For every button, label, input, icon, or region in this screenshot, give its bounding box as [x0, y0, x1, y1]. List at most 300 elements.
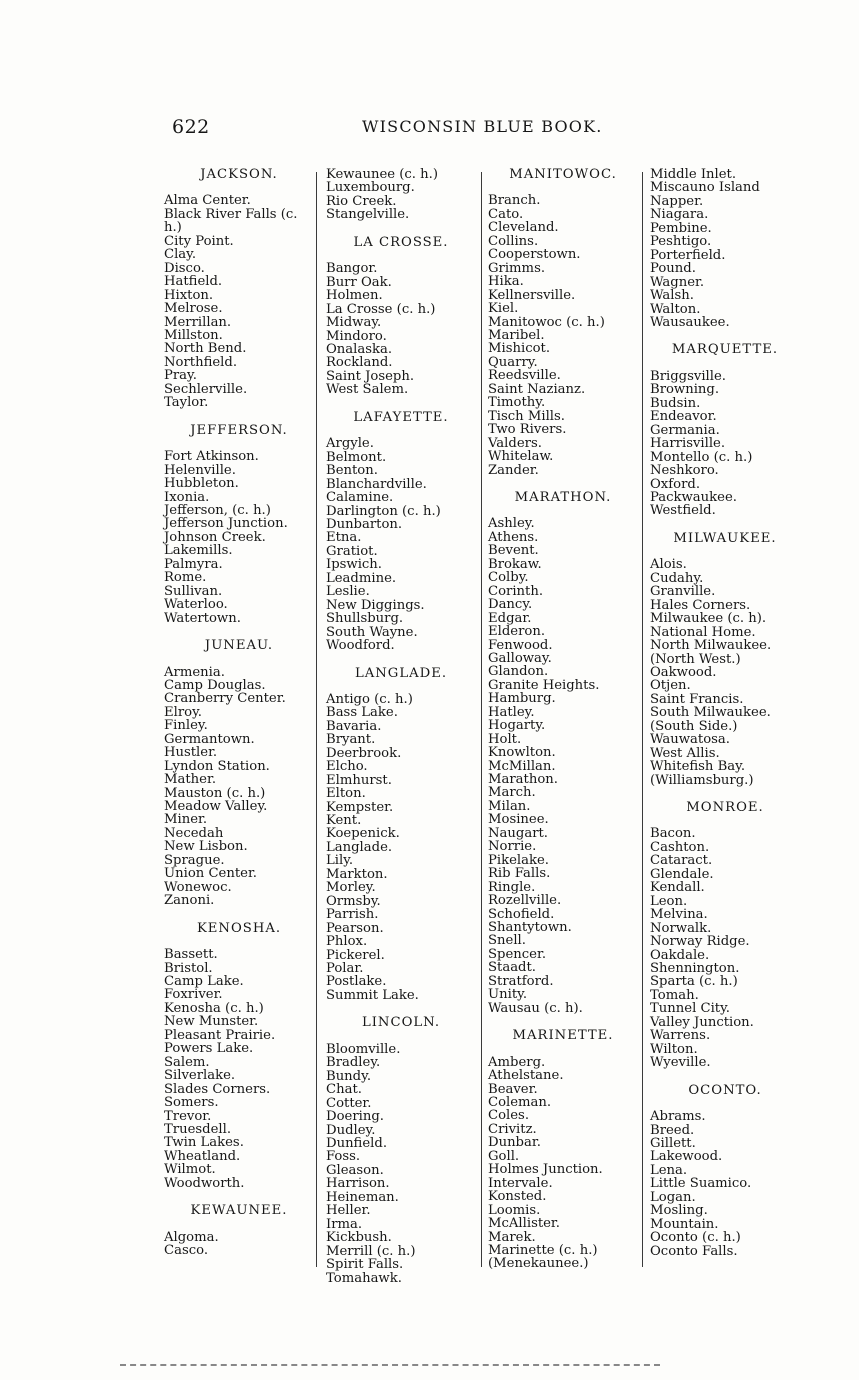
- place-name: Westfield.: [650, 503, 716, 519]
- place-name: Camp Douglas.: [164, 677, 266, 693]
- place-name: Valders.: [488, 435, 542, 451]
- place-name: Coles.: [488, 1108, 530, 1124]
- place-name: Phlox.: [326, 934, 368, 950]
- place-name: Amberg.: [488, 1054, 546, 1070]
- place-name: Merrillan.: [164, 314, 232, 330]
- place-name: Manitowoc (c. h.): [488, 314, 605, 330]
- place-name: Parrish.: [326, 907, 379, 923]
- place-name: Somers.: [164, 1095, 219, 1111]
- place-name: Staadt.: [488, 960, 536, 976]
- place-name: North Milwaukee.: [650, 638, 772, 654]
- place-name: Reedsville.: [488, 368, 561, 384]
- place-name: Shantytown.: [488, 920, 572, 936]
- place-name: Lakewood.: [650, 1149, 723, 1165]
- place-name: Tunnel City.: [650, 1001, 730, 1017]
- place-name: Neshkoro.: [650, 463, 719, 479]
- place-name: Abrams.: [650, 1109, 706, 1125]
- place-name: Corinth.: [488, 583, 544, 599]
- place-name: Kewaunee (c. h.): [326, 167, 438, 182]
- place-name: Waterloo.: [164, 597, 228, 613]
- place-name: Melvina.: [650, 907, 708, 923]
- place-name: Belmont.: [326, 449, 387, 465]
- place-name: West Allis.: [650, 745, 720, 761]
- column-3: [488, 168, 638, 1271]
- place-name: Otjen.: [650, 678, 691, 694]
- page-number: 622: [172, 116, 210, 138]
- place-name: Stangelville.: [326, 207, 410, 223]
- place-name: Rome.: [164, 570, 207, 586]
- place-name: Hika.: [488, 274, 524, 290]
- place-name: Kellnersville.: [488, 287, 576, 303]
- place-name: Benton.: [326, 463, 378, 479]
- place-name: (South Side.): [650, 718, 738, 734]
- column-rule: [642, 172, 643, 1267]
- place-name: Hustler.: [164, 745, 218, 761]
- place-name: Helenville.: [164, 462, 236, 478]
- county-heading: MANITOWOC.: [509, 167, 617, 182]
- place-name: Middle Inlet.: [650, 167, 737, 182]
- place-name: Sparta (c. h.): [650, 974, 738, 990]
- place-name: North Bend.: [164, 341, 247, 357]
- place-name: Woodworth.: [164, 1175, 245, 1191]
- place-name: Bangor.: [326, 261, 378, 277]
- place-name: Miscauno Island: [650, 180, 760, 196]
- place-name: Glandon.: [488, 664, 549, 680]
- county-heading: MARATHON.: [514, 489, 612, 505]
- place-name: Hales Corners.: [650, 597, 751, 613]
- place-name: Polar.: [326, 961, 364, 977]
- column-2: [326, 168, 476, 1285]
- place-name: Slades Corners.: [164, 1081, 271, 1097]
- place-name: Whitefish Bay.: [650, 759, 746, 775]
- place-name: Finley.: [164, 718, 208, 734]
- place-name: Wonewoc.: [164, 879, 232, 895]
- county-section: [164, 922, 314, 1191]
- place-name: Wausaukee.: [650, 314, 730, 330]
- place-name: Bundy.: [326, 1068, 372, 1084]
- place-name: Wheatland.: [164, 1148, 241, 1164]
- place-list: [164, 666, 314, 908]
- place-name: Stratford.: [488, 973, 554, 989]
- place-name: Calamine.: [326, 490, 394, 506]
- place-name: Wauwatosa.: [650, 732, 730, 748]
- place-name: McMillan.: [488, 758, 556, 774]
- place-name: Woodford.: [326, 638, 395, 654]
- place-list: [326, 262, 476, 397]
- place-name: New Diggings.: [326, 597, 425, 613]
- county-heading: JEFFERSON.: [190, 422, 288, 438]
- place-name: Elton.: [326, 786, 366, 802]
- place-name: Lakemills.: [164, 543, 233, 559]
- place-name: Packwaukee.: [650, 489, 737, 505]
- county-heading: KEWAUNEE.: [190, 1203, 288, 1219]
- county-heading: OCONTO.: [688, 1082, 762, 1098]
- place-name: Dancy.: [488, 597, 533, 613]
- place-name: Quarry.: [488, 354, 538, 370]
- place-name: Powers Lake.: [164, 1041, 254, 1057]
- county-section: [326, 411, 476, 653]
- place-name: Mishicot.: [488, 341, 551, 357]
- place-name: Saint Francis.: [650, 691, 744, 707]
- county-section: [488, 1029, 638, 1271]
- place-name: Bassett.: [164, 947, 218, 963]
- place-name: Black River Falls (c. h.): [164, 206, 298, 236]
- place-name: Oconto Falls.: [650, 1243, 738, 1259]
- place-name: (Menekaunee.): [488, 1256, 589, 1272]
- place-name: Rio Creek.: [326, 193, 397, 209]
- place-name: Hixton.: [164, 287, 214, 303]
- column-rule: [316, 172, 317, 1267]
- place-name: Wilton.: [650, 1041, 698, 1057]
- place-name: Wilmot.: [164, 1162, 216, 1178]
- place-name: Rozellville.: [488, 893, 562, 909]
- place-name: Taylor.: [164, 395, 209, 411]
- place-name: West Salem.: [326, 382, 409, 398]
- place-name: Hatley.: [488, 704, 535, 720]
- place-name: Cranberry Center.: [164, 691, 286, 707]
- place-name: Hogarty.: [488, 718, 546, 734]
- county-section: [650, 801, 800, 1070]
- county-section: [326, 236, 476, 397]
- place-name: Leadmine.: [326, 570, 397, 586]
- place-name: McAllister.: [488, 1216, 560, 1232]
- place-name: Cashton.: [650, 839, 710, 855]
- place-name: Kiel.: [488, 301, 519, 317]
- place-name: Pembine.: [650, 220, 712, 236]
- place-name: Cleveland.: [488, 220, 559, 236]
- place-name: New Munster.: [164, 1014, 259, 1030]
- place-name: Salem.: [164, 1054, 210, 1070]
- place-name: Knowlton.: [488, 745, 556, 761]
- place-name: Algoma.: [164, 1229, 219, 1245]
- place-name: South Milwaukee.: [650, 705, 771, 721]
- county-section: [326, 667, 476, 1003]
- place-name: Bristol.: [164, 960, 213, 976]
- place-list: [164, 194, 314, 409]
- county-section: [326, 1016, 476, 1285]
- county-section: [650, 532, 800, 787]
- place-name: Northfield.: [164, 354, 238, 370]
- place-name: Postlake.: [326, 974, 387, 990]
- place-name: Sullivan.: [164, 583, 223, 599]
- place-name: Ipswich.: [326, 557, 382, 573]
- county-heading: LAFAYETTE.: [353, 409, 449, 425]
- place-name: Trevor.: [164, 1108, 212, 1124]
- place-name: Budsin.: [650, 395, 701, 411]
- place-name: Morley.: [326, 880, 376, 896]
- place-name: Watertown.: [164, 610, 241, 626]
- place-name: Athelstane.: [488, 1068, 564, 1084]
- place-name: Markton.: [326, 866, 388, 882]
- place-list: [488, 1056, 638, 1271]
- place-name: Naugart.: [488, 825, 548, 841]
- place-name: Endeavor.: [650, 409, 717, 425]
- place-name: Langlade.: [326, 839, 393, 855]
- place-name: Norrie.: [488, 839, 537, 855]
- place-name: Deerbrook.: [326, 745, 402, 761]
- place-name: Snell.: [488, 933, 526, 949]
- place-name: Tomahawk.: [326, 1270, 402, 1286]
- place-name: Oxford.: [650, 476, 701, 492]
- place-name: Montello (c. h.): [650, 449, 753, 465]
- place-name: (Williamsburg.): [650, 772, 754, 788]
- place-name: Niagara.: [650, 207, 709, 223]
- place-name: Pearson.: [326, 920, 384, 936]
- place-name: Cataract.: [650, 853, 713, 869]
- column-1: [164, 168, 314, 1258]
- place-name: Pickerel.: [326, 947, 385, 963]
- place-name: Ashley.: [488, 516, 535, 532]
- place-name: Irma.: [326, 1216, 363, 1232]
- place-name: Browning.: [650, 382, 720, 398]
- place-name: Dunbar.: [488, 1135, 541, 1151]
- place-name: Elroy.: [164, 704, 202, 720]
- place-name: Cato.: [488, 206, 524, 222]
- place-name: Hubbleton.: [164, 476, 239, 492]
- place-name: Saint Nazianz.: [488, 381, 586, 397]
- place-name: Leon.: [650, 893, 688, 909]
- place-name: Shennington.: [650, 961, 740, 977]
- place-name: Dudley.: [326, 1122, 376, 1138]
- place-name: Cotter.: [326, 1095, 372, 1111]
- place-name: Coleman.: [488, 1095, 552, 1110]
- county-heading: JUNEAU.: [204, 638, 274, 654]
- place-name: Holmes Junction.: [488, 1162, 603, 1178]
- place-name: Granite Heights.: [488, 677, 600, 693]
- place-name: Konsted.: [488, 1189, 547, 1205]
- place-name: La Crosse (c. h.): [326, 301, 436, 317]
- place-name: Porterfield.: [650, 247, 726, 263]
- place-name: Johnson Creek.: [164, 529, 266, 545]
- place-list: [650, 370, 800, 518]
- place-name: Cooperstown.: [488, 247, 581, 263]
- place-name: Dunbarton.: [326, 516, 403, 532]
- place-name: Brokaw.: [488, 556, 542, 572]
- place-name: Summit Lake.: [326, 987, 419, 1003]
- place-name: Loomis.: [488, 1202, 541, 1218]
- place-name: Meadow Valley.: [164, 799, 268, 815]
- county-section: [488, 491, 638, 1015]
- place-name: Intervale.: [488, 1175, 553, 1191]
- place-name: Merrill (c. h.): [326, 1243, 416, 1259]
- county-section: [164, 424, 314, 625]
- place-name: Beaver.: [488, 1081, 538, 1097]
- place-name: Ormsby.: [326, 893, 381, 909]
- place-name: Rib Falls.: [488, 866, 551, 882]
- place-name: Spencer.: [488, 946, 547, 962]
- place-name: Marek.: [488, 1229, 536, 1245]
- place-name: Koepenick.: [326, 826, 400, 842]
- county-heading: LA CROSSE.: [353, 234, 449, 250]
- place-name: Jefferson, (c. h.): [164, 502, 271, 518]
- place-name: Mosling.: [650, 1203, 708, 1219]
- place-name: Dunfield.: [326, 1136, 388, 1151]
- place-name: Gratiot.: [326, 543, 378, 559]
- place-name: Maribel.: [488, 327, 545, 343]
- place-name: Kenosha (c. h.): [164, 1000, 264, 1016]
- place-name: Antigo (c. h.): [326, 691, 413, 707]
- place-name: Cudahy.: [650, 570, 704, 586]
- place-name: Collins.: [488, 233, 539, 249]
- place-name: Colby.: [488, 570, 529, 586]
- place-name: Ixonia.: [164, 489, 210, 505]
- place-list: [650, 558, 800, 787]
- place-name: Oakwood.: [650, 664, 717, 680]
- place-list: [326, 693, 476, 1002]
- place-name: Zander.: [488, 462, 539, 478]
- place-name: Crivitz.: [488, 1121, 537, 1137]
- place-name: Elderon.: [488, 624, 546, 640]
- county-section: [326, 168, 476, 222]
- place-name: Norwalk.: [650, 920, 712, 936]
- county-section: [650, 343, 800, 517]
- county-heading: MARINETTE.: [512, 1028, 614, 1044]
- place-list: [650, 827, 800, 1069]
- place-name: Lena.: [650, 1162, 688, 1178]
- place-name: Heller.: [326, 1203, 371, 1219]
- place-list: [650, 168, 800, 329]
- place-name: Wausau (c. h).: [488, 1000, 583, 1016]
- place-name: Saint Joseph.: [326, 368, 415, 384]
- place-name: Bass Lake.: [326, 705, 398, 721]
- county-heading: LINCOLN.: [361, 1015, 441, 1031]
- county-heading: MILWAUKEE.: [673, 530, 777, 546]
- place-name: Casco.: [164, 1243, 209, 1259]
- place-name: Wyeville.: [650, 1055, 711, 1071]
- county-section: [650, 1084, 800, 1258]
- place-name: Truesdell.: [164, 1122, 232, 1137]
- place-name: Doering.: [326, 1109, 384, 1125]
- place-name: Little Suamico.: [650, 1176, 752, 1192]
- place-name: Granville.: [650, 584, 716, 600]
- county-section: [164, 639, 314, 908]
- place-name: Fort Atkinson.: [164, 449, 259, 465]
- running-title: WISCONSIN BLUE BOOK.: [362, 117, 603, 136]
- place-name: Breed.: [650, 1122, 695, 1138]
- place-name: Leslie.: [326, 584, 370, 600]
- place-name: Edgar.: [488, 610, 532, 626]
- place-name: Blanchardville.: [326, 476, 427, 492]
- place-name: Disco.: [164, 260, 205, 276]
- place-name: Oakdale.: [650, 947, 710, 963]
- place-name: Oconto (c. h.): [650, 1230, 741, 1246]
- column-4: [650, 168, 800, 1258]
- place-name: Union Center.: [164, 866, 257, 882]
- place-name: Ringle.: [488, 879, 536, 895]
- place-name: Athens.: [488, 529, 539, 545]
- place-list: [650, 1110, 800, 1258]
- place-list: [488, 194, 638, 477]
- place-name: (North West.): [650, 651, 741, 667]
- place-list: [326, 437, 476, 652]
- place-name: Gleason.: [326, 1162, 384, 1178]
- place-name: Burr Oak.: [326, 274, 392, 290]
- place-name: Jefferson Junction.: [164, 516, 288, 532]
- place-name: Briggsville.: [650, 368, 726, 384]
- place-name: New Lisbon.: [164, 839, 248, 855]
- place-name: Wagner.: [650, 274, 705, 290]
- place-name: Chat.: [326, 1082, 362, 1098]
- place-name: Galloway.: [488, 650, 552, 666]
- place-name: Shullsburg.: [326, 611, 404, 627]
- place-name: Etna.: [326, 530, 362, 546]
- county-section: [650, 168, 800, 329]
- place-name: Argyle.: [326, 436, 374, 452]
- place-name: Milan.: [488, 798, 531, 814]
- place-name: Whitelaw.: [488, 449, 554, 465]
- place-name: Schofield.: [488, 906, 555, 922]
- place-name: Holmen.: [326, 288, 383, 304]
- place-name: Alma Center.: [164, 193, 251, 209]
- place-name: Spirit Falls.: [326, 1257, 404, 1273]
- place-name: Valley Junction.: [650, 1014, 754, 1030]
- place-name: Peshtigo.: [650, 234, 712, 250]
- place-name: Kendall.: [650, 880, 705, 896]
- place-name: Marinette (c. h.): [488, 1242, 598, 1258]
- place-name: National Home.: [650, 624, 756, 640]
- county-heading: LANGLADE.: [354, 665, 448, 681]
- place-name: Luxembourg.: [326, 180, 415, 196]
- place-name: March.: [488, 785, 536, 801]
- place-name: Twin Lakes.: [164, 1135, 244, 1151]
- place-name: Elcho.: [326, 759, 368, 775]
- place-name: Pound.: [650, 261, 696, 277]
- place-name: Pikelake.: [488, 852, 549, 868]
- place-name: Germania.: [650, 422, 720, 438]
- place-name: Silverlake.: [164, 1068, 236, 1084]
- place-name: Camp Lake.: [164, 974, 244, 990]
- place-name: Pleasant Prairie.: [164, 1027, 276, 1043]
- place-name: Foxriver.: [164, 987, 223, 1003]
- place-list: [326, 168, 476, 222]
- county-heading: MARQUETTE.: [671, 342, 779, 358]
- place-name: Warrens.: [650, 1028, 711, 1044]
- place-name: Napper.: [650, 193, 704, 209]
- place-list: [164, 1231, 314, 1258]
- place-name: Mather.: [164, 772, 217, 788]
- place-name: Kickbush.: [326, 1230, 392, 1246]
- place-name: Millston.: [164, 327, 223, 343]
- place-name: Branch.: [488, 193, 541, 209]
- place-name: Bryant.: [326, 732, 376, 748]
- place-name: Rockland.: [326, 355, 393, 371]
- county-heading: MONROE.: [686, 800, 764, 816]
- place-name: Armenia.: [164, 664, 225, 680]
- place-name: Mosinee.: [488, 812, 549, 828]
- place-name: Lyndon Station.: [164, 758, 270, 774]
- place-name: Unity.: [488, 987, 528, 1003]
- place-name: Kempster.: [326, 799, 394, 815]
- footer-rule: [120, 1364, 660, 1366]
- place-name: Lily.: [326, 853, 354, 869]
- place-name: Walsh.: [650, 288, 694, 304]
- place-name: Darlington (c. h.): [326, 503, 441, 519]
- place-name: Marathon.: [488, 772, 558, 788]
- place-list: [164, 948, 314, 1190]
- place-name: Miner.: [164, 812, 208, 828]
- place-name: Mountain.: [650, 1216, 719, 1232]
- place-name: Gillett.: [650, 1136, 696, 1151]
- place-name: Logan.: [650, 1189, 696, 1205]
- place-name: Bacon.: [650, 826, 696, 842]
- place-name: Harrison.: [326, 1176, 390, 1192]
- place-name: Tisch Mills.: [488, 408, 565, 424]
- place-list: [488, 517, 638, 1015]
- place-name: Mauston (c. h.): [164, 785, 266, 801]
- place-name: Elmhurst.: [326, 772, 392, 788]
- place-name: Kent.: [326, 813, 362, 829]
- place-name: Melrose.: [164, 301, 223, 317]
